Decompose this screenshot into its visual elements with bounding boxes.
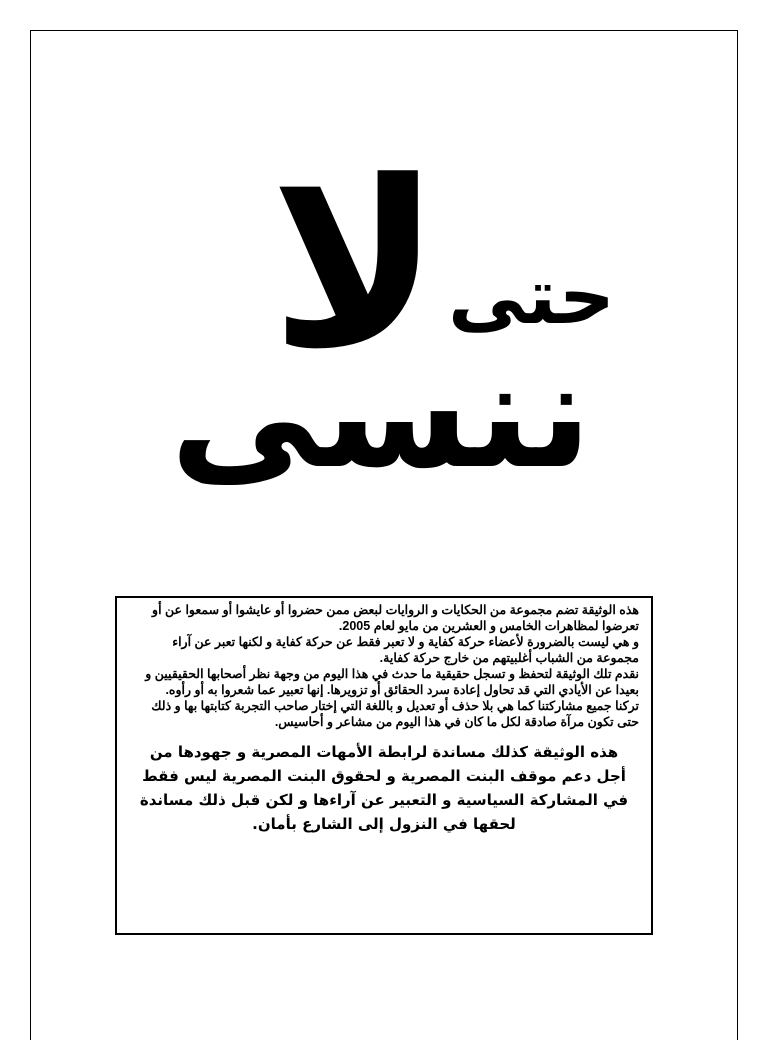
intro-paragraph-3: نقدم تلك الوثيقة لتحفظ و تسجل حقيقية ما حدث في هذا اليوم من وجهة نظر أصحابها الحقيقيين و بعيدا عن الأيادي التي قد تحاول إعادة سرد الحقائق أو تزويرها. إنها تعبير عما شعروا به أو رأوه. bbox=[145, 667, 639, 697]
cover-title-hatta: حتى bbox=[448, 252, 615, 342]
intro-paragraph-2: و هي ليست بالضرورة لأعضاء حركة كفاية و لا تعبر فقط عن حركة كفاية و لكنها تعبر عن آراء مجموعة من الشباب أغلبيتهم من خارج حركة كفاية. bbox=[172, 635, 639, 665]
intro-paragraph-4: تركنا جميع مشاركتنا كما هي بلا حذف أو تعديل و باللغة التي إختار صاحب التجربة كتابتها بها و ذلك حتى تكون مرآة صادقة لكل ما كان في هذا اليوم من مشاعر و أحاسيس. bbox=[151, 699, 639, 729]
closing-paragraph: هذه الوثيقة كذلك مساندة لرابطة الأمهات المصرية و جهودها من أجل دعم موقف البنت المصرية و لحقوق البنت المصرية ليس فقط في المشاركة السياسية و التعبير عن آراءها و لكن قبل ذلك مساندة لحقها في النزول إلى الشارع بأمان. bbox=[139, 743, 629, 833]
intro-paragraph-1: هذه الوثيقة تضم مجموعة من الحكايات و الروايات لبعض ممن حضروا أو عايشوا أو سمعوا عن أو تعرضوا لمظاهرات الخامس و العشرين من مايو لعام 2005. bbox=[152, 603, 639, 633]
cover-title-nansa: ننسى bbox=[170, 328, 592, 502]
cover-title-la: لا bbox=[270, 133, 442, 400]
intro-text-box bbox=[115, 596, 653, 935]
